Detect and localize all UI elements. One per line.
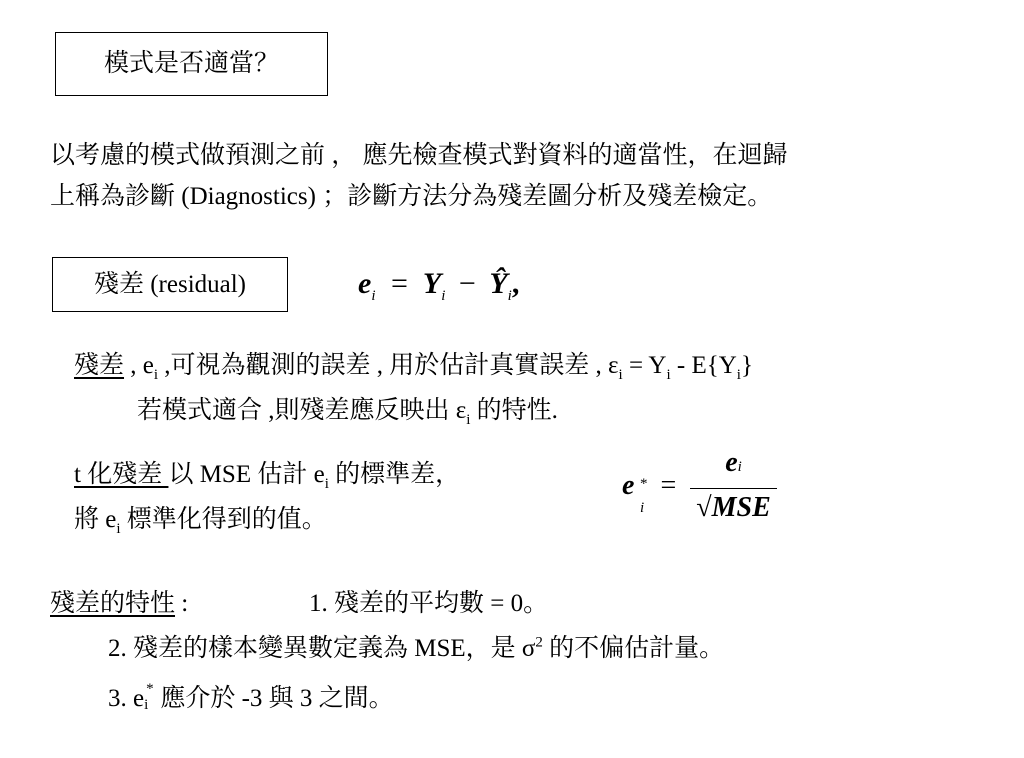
standardized-text-1: 以 MSE 估計 e <box>168 461 325 488</box>
residual-def-sub-3: i <box>666 367 671 383</box>
properties-colon: : <box>175 590 189 617</box>
standardized-term: t 化殘差 <box>74 461 169 488</box>
residual-def-text-5: } <box>740 352 753 379</box>
formula2-star: * <box>640 475 648 492</box>
residual-definition-line-2 <box>137 396 558 426</box>
formula1-sub-i: i <box>371 288 376 304</box>
intro-line-2: 上稱為診斷 (Diagnostics) ；診斷方法分為殘差圖分析及殘差檢定。 <box>50 183 773 210</box>
standardized-text-2: 的標準差， <box>328 461 461 488</box>
formula1-Yhat: Ŷ <box>489 267 508 300</box>
formula1-minus: − <box>458 267 476 300</box>
residual-def-line2-a: 若模式適合 ,則殘差應反映出 ε <box>137 397 467 424</box>
formula2-num-sub-i: i <box>737 459 742 475</box>
residual-def-text-4: - E{Y <box>670 352 737 379</box>
formula2-sub-i: i <box>640 499 645 516</box>
residual-definition-line-1 <box>74 351 753 381</box>
residual-box-label: 殘差 (residual) <box>93 270 247 298</box>
formula2-e: e <box>622 469 635 501</box>
residual-formula <box>358 264 519 304</box>
residual-def-line2-b: 的特性. <box>470 397 558 424</box>
title-box <box>55 32 328 96</box>
standardized-line2-a: 將 e <box>74 506 117 533</box>
property-item-3-text: 3. e <box>108 685 145 712</box>
property-item-2-text: 2. 殘差的樣本變異數定義為 MSE，是 σ <box>108 635 536 662</box>
standardized-line2-sub: i <box>116 521 121 537</box>
formula2-lhs <box>622 469 648 516</box>
formula1-e: e <box>358 267 372 300</box>
formula2-num-e: e <box>725 447 738 478</box>
title-text: 模式是否適當？ <box>103 50 279 77</box>
formula1-Y: Y <box>422 267 442 300</box>
standardized-sub-1: i <box>324 476 329 492</box>
formula1-comma: , <box>511 267 520 300</box>
standardized-formula <box>622 446 777 525</box>
property-item-3-sup: * <box>146 681 154 697</box>
property-item-2-text-b: 的不偏估計量。 <box>542 635 725 662</box>
formula1-sub-i2: i <box>441 288 446 304</box>
property-item-2 <box>108 634 724 664</box>
property-item-3-sub: i <box>144 697 149 713</box>
property-item-3-text-b: 應介於 -3 與 3 之間。 <box>154 685 394 712</box>
properties-heading <box>50 589 188 619</box>
property-item-3-scripts <box>144 681 154 714</box>
residual-box <box>52 257 288 312</box>
formula2-numerator <box>719 446 748 488</box>
formula2-fraction <box>690 446 777 525</box>
property-item-2-sup: 2 <box>535 634 543 651</box>
formula2-sqrt: √ <box>696 492 712 523</box>
property-item-3 <box>108 681 394 714</box>
residual-def-text-2: ,可視為觀測的誤差 , 用於估計真實誤差 , ε <box>158 352 619 379</box>
standardized-line-2 <box>74 505 327 535</box>
residual-term: 殘差 <box>74 352 125 379</box>
residual-def-text-1: , e <box>124 352 154 379</box>
property-item-1: 1. 殘差的平均數 = 0。 <box>309 590 549 617</box>
formula1-eq: = <box>391 267 408 300</box>
properties-term: 殘差的特性 <box>50 590 176 617</box>
residual-def-line2-sub: i <box>466 412 471 428</box>
formula2-denominator <box>690 488 777 525</box>
formula1-sub-i3: i <box>507 288 512 304</box>
standardized-line2-b: 標準化得到的值。 <box>120 506 327 533</box>
formula2-mse: MSE <box>711 492 771 523</box>
residual-def-sub-2: i <box>618 367 623 383</box>
standardized-line-1 <box>74 460 460 490</box>
intro-line-1: 以考慮的模式做預測之前 ， 應先檢查模式對資料的適當性，在迴歸 <box>50 142 788 169</box>
formula2-eq: = <box>660 469 677 501</box>
residual-def-sub-1: i <box>153 367 159 383</box>
residual-def-sub-4: i <box>736 367 741 383</box>
residual-def-text-3: = Y <box>622 352 667 379</box>
